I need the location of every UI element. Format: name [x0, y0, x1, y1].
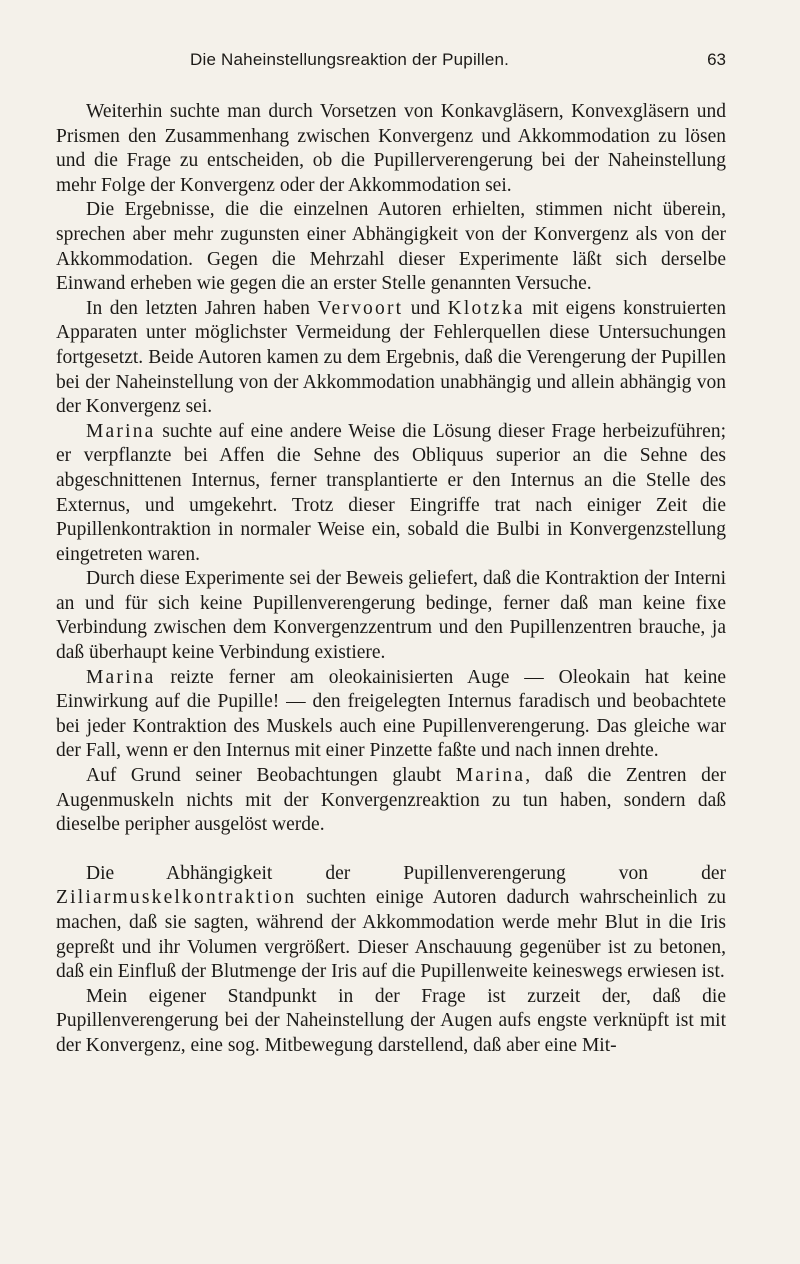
paragraph — [56, 420, 726, 568]
text-run: suchte auf eine andere Weise die Lösung dieser Frage herbeizuführen; er verpflanzte bei Affen die Sehne des Obliquus superior an die Sehne des abgeschnittenen Internus, ferner transplantierte er den Internus an die Stelle des Externus, und umgekehrt. Trotz dieser Eingriffe trat nach einiger Zeit die Pupillenkontraktion in normaler Weise ein, sobald die Bulbi in Konvergenzstellung eingetreten waren. — [56, 420, 726, 565]
running-head — [190, 50, 726, 76]
text-run: und — [403, 297, 448, 319]
text-run: Mein eigener Standpunkt in der Frage ist zurzeit der, daß die Pupillenverengerung bei der Naheinstellung der Augen aufs engste verknüpft ist mit der Konvergenz, eine sog. Mitbewegung darstellend, daß aber eine Mit- — [56, 985, 726, 1056]
text-run: Durch diese Experimente sei der Beweis geliefert, daß die Kontraktion der Interni an und für sich keine Pupillenverengerung bedinge, ferner daß man keine fixe Verbindung zwischen dem Konvergenzzentrum und den Pupillenzentren brauche, ja daß überhaupt keine Verbindung existiere. — [56, 568, 726, 664]
book-page — [56, 50, 726, 1059]
text-run: mit eigens konstruierten Apparaten unter möglichster Vermeidung der Fehlerquellen diese Untersuchungen fortgesetzt. Beide Autoren kamen zu dem Ergebnis, daß die Verengerung der Pupillen bei der Naheinstellung von der Akkommodation unabhängig und allein abhängig von der Konvergenz sei. — [56, 297, 726, 418]
page-number: 63 — [707, 50, 726, 69]
paragraph — [56, 862, 726, 985]
paragraph — [56, 100, 726, 198]
text-run: Die Abhängigkeit der Pupillenverengerung von der — [86, 862, 726, 884]
text-run: Auf Grund seiner Beobachtungen glaubt — [86, 765, 456, 787]
paragraph — [56, 764, 726, 838]
text-run: In den letzten Jahren haben — [86, 297, 318, 319]
author-name: Klotzka — [447, 297, 525, 319]
paragraph — [56, 985, 726, 1059]
author-name: Vervoort — [317, 297, 404, 319]
text-run: Die Ergebnisse, die die einzelnen Autoren erhielten, stimmen nicht überein, sprechen aber mehr zugunsten einer Abhängigkeit von der Konvergenz als von der Akkommodation. Gegen die Mehrzahl dieser Experimente läßt sich derselbe Einwand erheben wie gegen die an erster Stelle genannten Versuche. — [56, 199, 726, 295]
body-text — [56, 100, 726, 1059]
author-name: Marina — [86, 420, 156, 442]
paragraph — [56, 567, 726, 665]
author-name: Ziliarmuskelkontraktion — [56, 887, 297, 909]
author-name: Marina — [455, 765, 526, 787]
paragraph — [56, 297, 726, 420]
paragraph — [56, 198, 726, 296]
author-name: Marina — [86, 666, 156, 688]
paragraph — [56, 666, 726, 764]
text-run: suchten einige Autoren dadurch wahrscheinlich zu machen, daß sie sagten, während der Akkommodation werde mehr Blut in die Iris gepreßt und ihr Volumen vergrößert. Dieser Anschauung gegenüber ist zu betonen, daß ein Einfluß der Blutmenge der Iris auf die Pupillenweite keineswegs erwiesen ist. — [56, 887, 726, 983]
text-run: , daß die Zentren der Augenmuskeln nichts mit der Konvergenzreaktion zu tun haben, sondern daß dieselbe peripher ausgelöst werde. — [56, 765, 726, 836]
text-run: reizte ferner am oleokainisierten Auge — Oleokain hat keine Einwirkung auf die Pupille! — den freigelegten Internus faradisch und beobachtete bei jeder Kontraktion des Muskels auch eine Pupillenverengerung. Das gleiche war der Fall, wenn er den Internus mit einer Pinzette faßte und nach innen drehte. — [56, 666, 726, 762]
text-run: Weiterhin suchte man durch Vorsetzen von Konkavgläsern, Konvexgläsern und Prismen den Zusammenhang zwischen Konvergenz und Akkommodation zu lösen und die Frage zu entscheiden, ob die Pupillerverengerung bei der Naheinstellung mehr Folge der Konvergenz oder der Akkommodation sei. — [56, 101, 726, 196]
running-title: Die Naheinstellungsreaktion der Pupillen. — [190, 50, 510, 69]
